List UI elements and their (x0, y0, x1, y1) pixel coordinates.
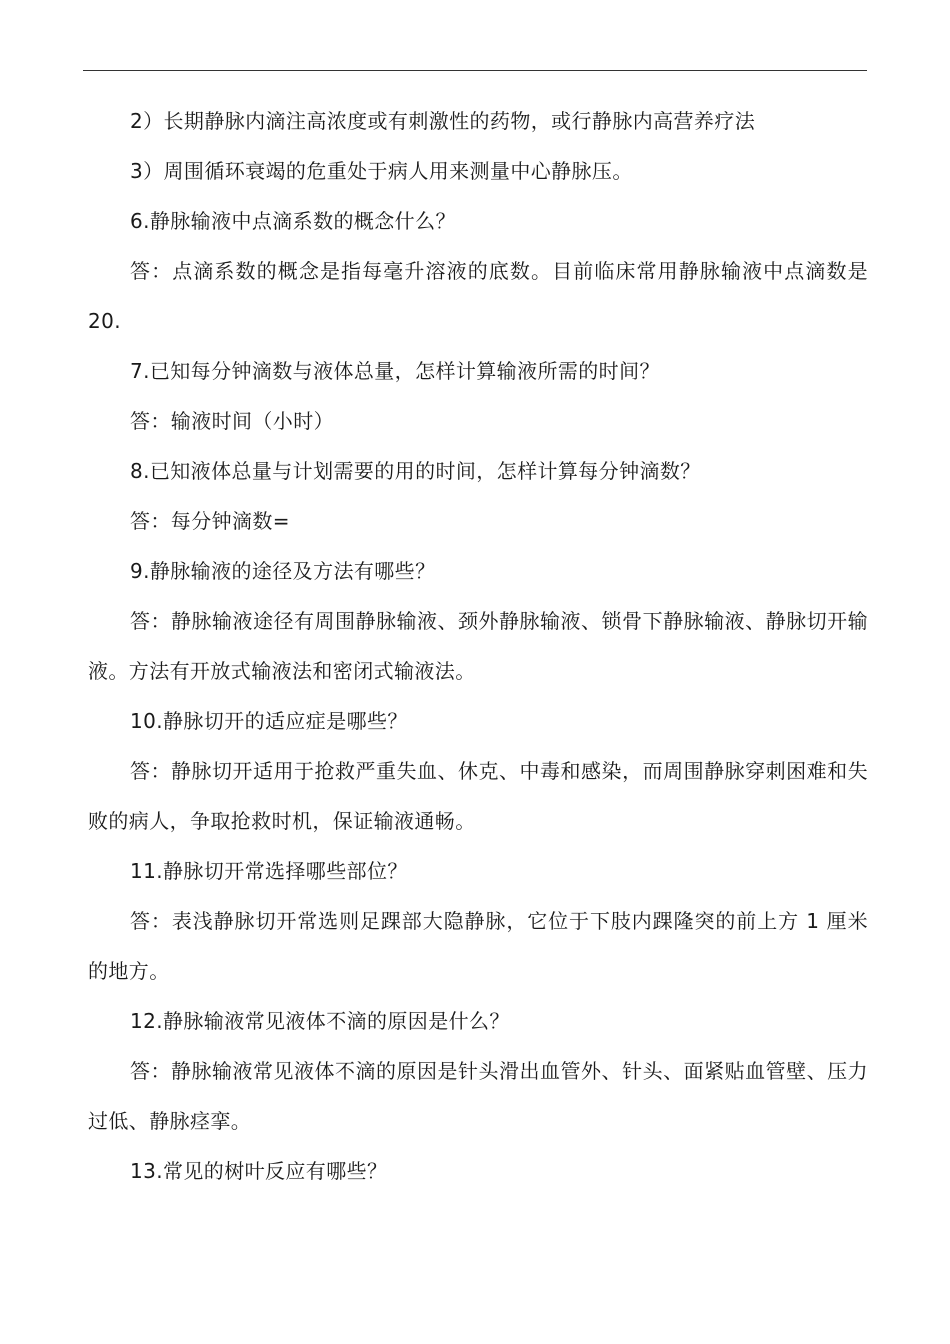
question-7: 7.已知每分钟滴数与液体总量，怎样计算输液所需的时间？ (130, 359, 660, 383)
question-8: 8.已知液体总量与计划需要的用的时间，怎样计算每分钟滴数？ (130, 459, 701, 483)
document-body (88, 96, 868, 1196)
answer-10: 答：静脉切开适用于抢救严重失血、休克、中毒和感染，而周围静脉穿刺困难和失败的病人，争取抢救时机，保证输液通畅。 (88, 759, 868, 833)
paragraph-item-3: 3）周围循环衰竭的危重处于病人用来测量中心静脉压。 (130, 159, 633, 183)
header-rule (83, 70, 867, 71)
question-12: 12.静脉输液常见液体不滴的原因是什么？ (130, 1009, 510, 1033)
answer-12: 答：静脉输液常见液体不滴的原因是针头滑出血管外、针头、面紧贴血管壁、压力过低、静脉痉挛。 (88, 1059, 868, 1133)
question-11: 11.静脉切开常选择哪些部位？ (130, 859, 408, 883)
answer-7: 答：输液时间（小时） (130, 409, 334, 433)
question-13: 13.常见的树叶反应有哪些？ (130, 1159, 388, 1183)
question-10: 10.静脉切开的适应症是哪些？ (130, 709, 408, 733)
answer-11: 答：表浅静脉切开常选则足踝部大隐静脉，它位于下肢内踝隆突的前上方 1 厘米的地方。 (88, 909, 868, 983)
answer-8: 答：每分钟滴数= (130, 509, 290, 533)
answer-6: 答：点滴系数的概念是指每毫升溶液的底数。目前临床常用静脉输液中点滴数是 20. (88, 259, 868, 333)
answer-9: 答：静脉输液途径有周围静脉输液、颈外静脉输液、锁骨下静脉输液、静脉切开输液。方法有开放式输液法和密闭式输液法。 (88, 609, 868, 683)
question-6: 6.静脉输液中点滴系数的概念什么？ (130, 209, 456, 233)
paragraph-item-2: 2）长期静脉内滴注高浓度或有刺激性的药物，或行静脉内高营养疗法 (130, 109, 756, 133)
question-9: 9.静脉输液的途径及方法有哪些？ (130, 559, 436, 583)
